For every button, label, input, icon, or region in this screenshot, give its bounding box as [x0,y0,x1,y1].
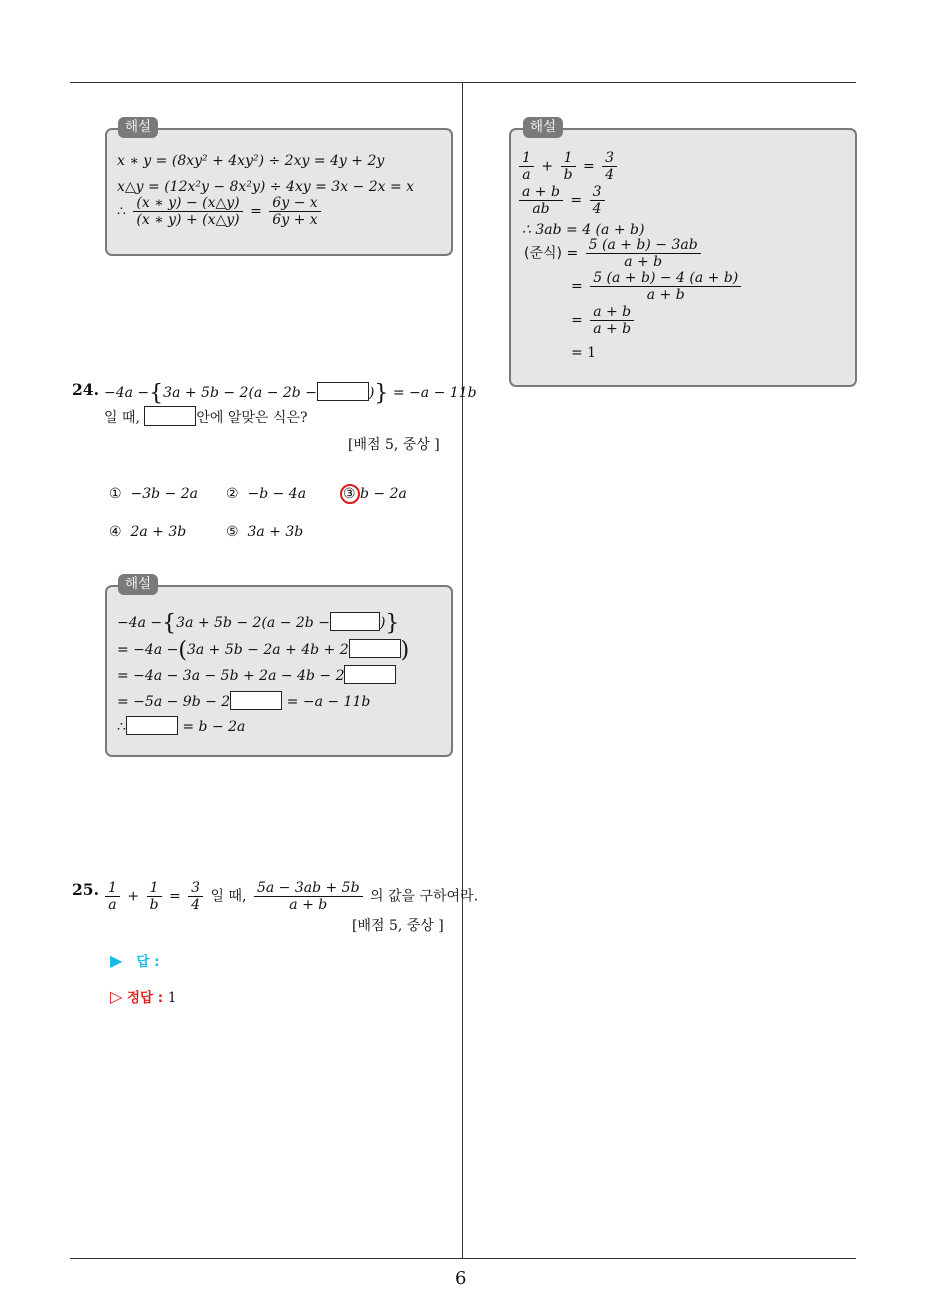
correct-answer-row: ▷ 정답 : 1 [110,987,177,1006]
solution-line: x△y = (12x²y − 8x²y) ÷ 4xy = 3x − 2x = x [117,179,415,195]
top-rule [70,82,856,83]
solution-line: ∴ = b − 2a [117,716,245,736]
answer-blank [144,406,196,426]
play-arrow-icon: ▶ [110,951,123,970]
answer-blank [330,612,380,631]
option-5[interactable]: ⑤ 3a + 3b [226,524,304,540]
solution-line: −4a −{3a + 5b − 2(a − 2b − )} [117,611,400,636]
question-expression: −4a −{3a + 5b − 2(a − 2b − )} = −a − 11b [104,381,477,406]
solution-tag: 해설 [118,117,158,138]
solution-line: = $\frac{a + b}{a + b}$ [571,304,637,337]
solution-line: (준식) = $\frac{5 (a + b) - 3ab}{a + b}$ [524,237,704,270]
answer-blank [317,382,369,401]
solution-tag: 해설 [118,574,158,595]
question-text: 일 때, 안에 알맞은 식은? [104,406,307,427]
option-1[interactable]: ① −3b − 2a [109,486,198,502]
solution-line: = −4a − 3a − 5b + 2a − 4b − 2 [117,665,396,685]
solution-line: ∴ $\frac{(x ∗ y) - (x\triangle y)}{(x ∗ y) + (x\triangle y)}$ = $\frac{6y - x}{6y + x}$ [117,195,324,228]
option-3[interactable]: ③ b − 2a [343,486,407,502]
solution-line: = −5a − 9b − 2 = −a − 11b [117,691,370,711]
option-4[interactable]: ④ 2a + 3b [109,524,187,540]
solution-line: = $\frac{5 (a + b) - 4 (a + b)}{a + b}$ [571,270,744,303]
solution-line: ∴ 3ab = 4 (a + b) [522,222,645,238]
bottom-rule [70,1258,856,1259]
score-label: [배점 5, 중상 ] [352,918,444,934]
solution-line: $\frac{a + b}{ab}$ = $\frac{3}{4}$ [519,184,608,217]
answer-blank [349,639,401,658]
answer-blank [126,716,178,735]
solution-line: = 1 [571,345,597,361]
solution-line: = −4a −(3a + 5b − 2a + 4b + 2 ) [117,638,410,663]
solution-line: x ∗ y = (8xy² + 4xy²) ÷ 2xy = 4y + 2y [117,153,385,169]
page-number: 6 [455,1268,467,1289]
option-2[interactable]: ② −b − 4a [226,486,307,502]
selected-answer-circle [340,484,360,504]
question-expression: $\frac{1}{a}$ + $\frac{1}{b}$ = $\frac{3}{4}$ 일 때, $\frac{5a - 3ab + 5b}{a + b}$ 의 값을 구하여라. [102,880,478,913]
answer-row: ▶ 답 : [110,951,160,970]
answer-blank [230,691,282,710]
solution-tag: 해설 [523,117,563,138]
outline-arrow-icon: ▷ [110,987,123,1006]
question-number: 25. [72,880,99,899]
score-label: [배점 5, 중상 ] [348,437,440,453]
column-divider [462,82,463,1258]
question-number: 24. [72,380,99,399]
answer-blank [344,665,396,684]
solution-line: $\frac{1}{a}$ + $\frac{1}{b}$ = $\frac{3}{4}$ [519,150,620,183]
